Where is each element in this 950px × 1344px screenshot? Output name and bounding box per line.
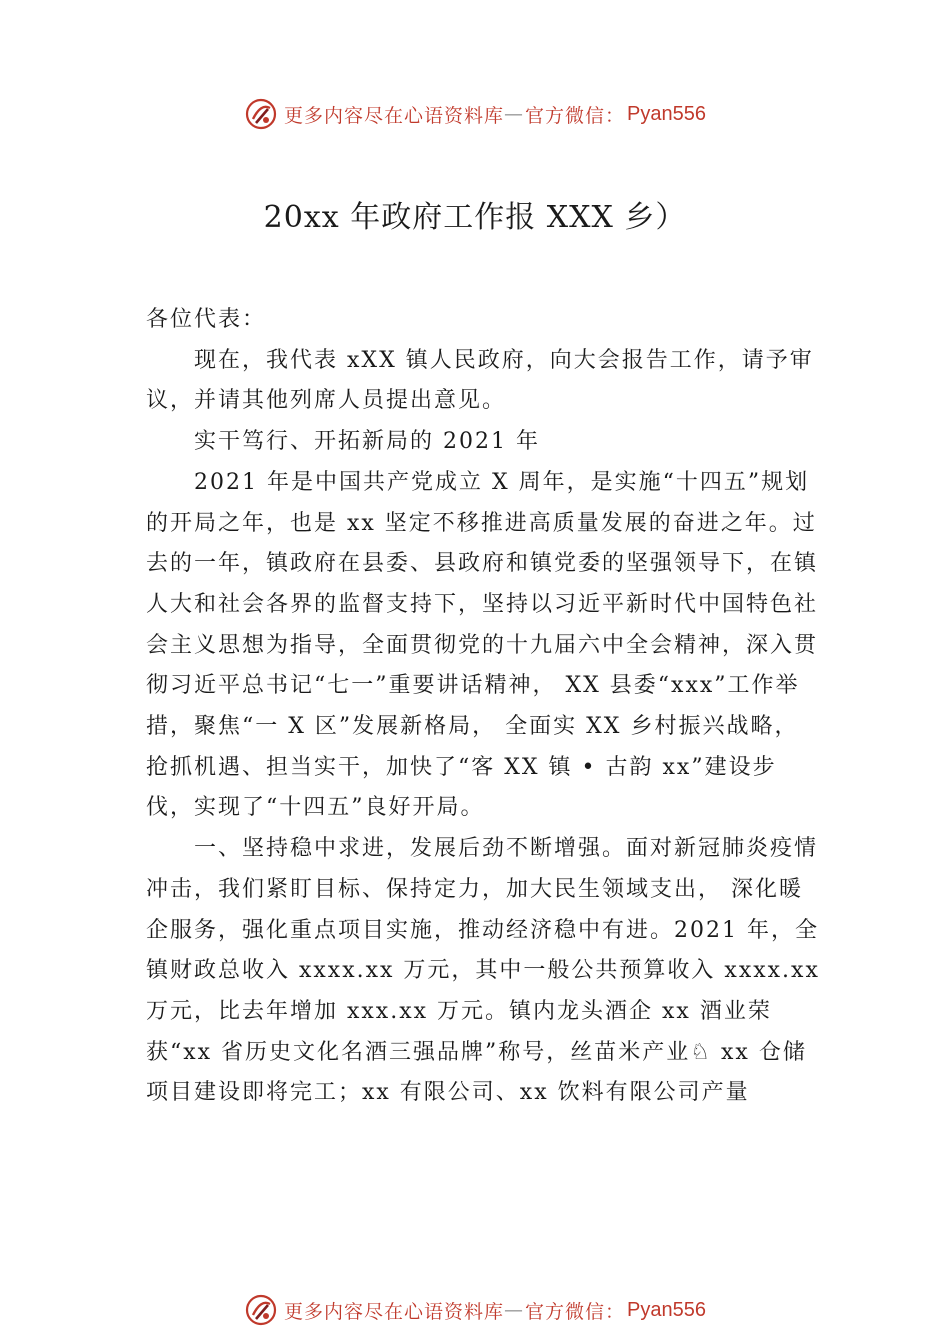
brand-logo-icon [244, 97, 278, 131]
watermark-dash: — [504, 1299, 526, 1321]
document-title: 20xx 年政府工作报 XXX 乡） [263, 200, 687, 235]
watermark-account: Pyan556 [627, 1298, 706, 1321]
paragraph-1: 现在，我代表 xXX 镇人民政府，向大会报告工作，请予审议，并请其他列席人员提出意见。 [146, 347, 814, 414]
brand-logo-icon [244, 1293, 278, 1327]
watermark-banner-bottom [0, 1288, 950, 1332]
watermark-dash: — [504, 103, 526, 125]
section-heading: 实干笃行、开拓新局的 2021 年 [194, 429, 540, 455]
watermark-brand-text: 更多内容尽在心语资料库 [284, 1300, 505, 1323]
watermark-brand-text: 更多内容尽在心语资料库 [284, 104, 505, 127]
watermark-banner-top [0, 92, 950, 136]
watermark-label: 官方微信： [525, 1300, 626, 1323]
watermark-label: 官方微信： [525, 104, 626, 127]
document-body [146, 300, 822, 1114]
paragraph-3: 一、坚持稳中求进，发展后劲不断增强。面对新冠肺炎疫情冲击，我们紧盯目标、保持定力，加大民生领域支出， 深化暖企服务，强化重点项目实施，推动经济稳中有进。2021 年，全镇财政总收入 xxxx.xx 万元，其中一般公共预算收入 xxxx.xx 万元，比去年增加 xxx.xx 万元。镇内龙头酒企 xx 酒业荣获“xx 省历史文化名酒三强品牌”称号，丝苗米产业♘ xx 仓储项目建设即将完工；xx 有限公司、xx 饮料有限公司产量 [146, 836, 820, 1106]
paragraph-2: 2021 年是中国共产党成立 X 周年，是实施“十四五”规划的开局之年，也是 xx 坚定不移推进高质量发展的奋进之年。过去的一年，镇政府在县委、县政府和镇党委的坚强领导下，在镇人大和社会各界的监督支持下，坚持以习近平新时代中国特色社会主义思想为指导，全面贯彻党的十九届六中全会精神，深入贯彻习近平总书记“七一”重要讲话精神， XX 县委“xxx”工作举措，聚焦“一 X 区”发展新格局， 全面实 XX 乡村振兴战略，抢抓机遇、担当实干，加快了“客 XX 镇 • 古韵 xx”建设步伐，实现了“十四五”良好开局。 [146, 469, 819, 821]
salutation: 各位代表： [146, 307, 267, 332]
watermark-account: Pyan556 [627, 102, 706, 125]
